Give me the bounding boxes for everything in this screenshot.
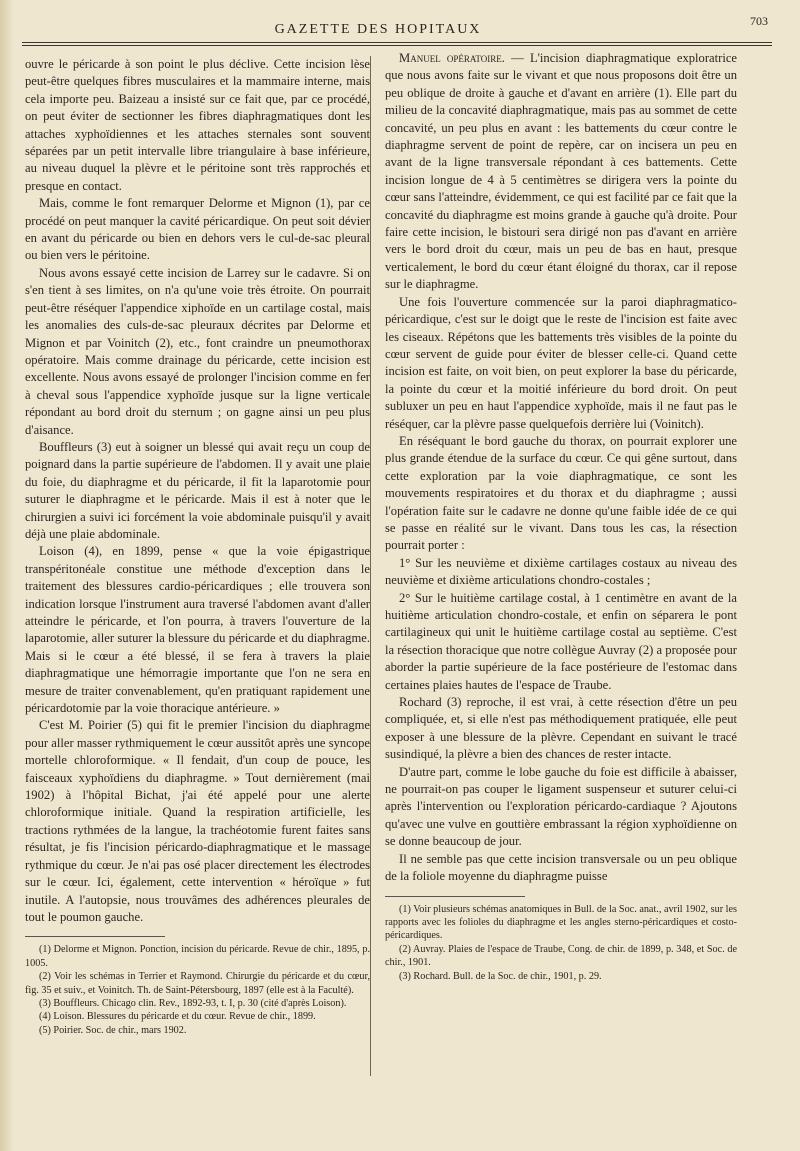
- journal-title: GAZETTE DES HOPITAUX: [274, 22, 482, 37]
- page-number: 703: [750, 14, 768, 28]
- right-paragraph-8: Il ne semble pas que cette incision transversale ou un peu oblique de la foliole moyenne du diaphragme puisse: [385, 851, 737, 884]
- right-footnote-rule: [385, 896, 525, 897]
- left-footnote-5: (5) Poirier. Soc. de chir., mars 1902.: [39, 1024, 187, 1036]
- right-paragraph-2: Une fois l'ouverture commencée sur la paroi diaphragmatico-péricardique, c'est sur le doigt que le reste de l'incision est faite avec les ciseaux. Répétons que les battements très visibles de la pointe du cœur servent de guide pour éviter de blesser celle-ci. Quand cette incision est faite, on voit bien, on peut explorer la base du péricarde, la pointe du cœur et la moitié inférieure du bord droit. On peut subluxer un peu en haut l'appendice xyphoïde, mais il ne faut pas le réséquer, car la plèvre passe quelquefois derrière lui (Voinitch).: [385, 294, 737, 431]
- left-footnote-3: (3) Bouffleurs. Chicago clin. Rev., 1892-93, t. I, p. 30 (cité d'après Loison).: [39, 997, 347, 1009]
- page-spine-shadow: [0, 0, 14, 1151]
- right-list-item-1: 1° Sur les neuvième et dixième cartilages costaux au niveau des neuvième et dixième articulations chondro-costales ;: [385, 555, 737, 588]
- right-footnote-1: (1) Voir plusieurs schémas anatomiques in Bull. de la Soc. anat., avril 1902, sur les rapports avec les folioles du diaphragme et les angles sterno-péricardiques et costo-péricardiques.: [385, 903, 737, 942]
- left-paragraph-6: C'est M. Poirier (5) qui fit le premier l'incision du diaphragme pour aller masser rythmiquement le cœur aussitôt après une syncope mortelle chloroformique. « Il fendait, d'un coup de pouce, les faisceaux xyphoïdiens du diaphragme. » Tout dernièrement (mai 1902) à l'hôpital Bichat, j'ai été appelé pour une alerte chloroformique initiale. Quand la respiration artificielle, les tractions rythmées de la langue, la trachéotomie furent faites sans résultat, je fis l'incision péricardo-diaphragmatique et le massage rythmique du cœur. Je n'ai pas osé placer directement les électrodes sur le cœur. Ici, également, cette intervention « héroïque » fut inutile. A l'autopsie, nous trouvâmes des adhérences pleurales de tout le poumon gauche.: [25, 718, 370, 924]
- left-column: [25, 56, 370, 1037]
- header-rule-thin: [22, 45, 772, 46]
- left-paragraph-3: Nous avons essayé cette incision de Larrey sur le cadavre. Si on s'en tient à ses limites, on n'a qu'une voie très étroite. On pourrait peut-être réséquer l'appendice xiphoïde en un cartilage costal, mais les anomalies des culs-de-sac pleuraux décrites par Delorme et Mignon et par Voinitch (2), etc., font craindre un pneumothorax opératoire. Mais comme drainage du péricarde, cette incision est excellente. Nous avons essayé de prolonger l'incision comme en fer à cheval sous l'appendice xyphoïde jusque sur la ligne verticale répondant au bord droit du sternum ; on gagne ainsi un peu plus d'aisance.: [25, 265, 370, 437]
- left-paragraph-5: Loison (4), en 1899, pense « que la voie épigastrique transpéritonéale constitue une méthode d'exception dans le traitement des blessures cardio-péricardiques ; elle trouvera son indication lorsque l'instrument aura traversé l'abdomen avant d'aller atteindre le péricarde, et l'on pourra, à travers l'ouverture de la laparotomie, aller suturer la blessure du péricarde et du diaphragme. Mais si le cœur a été blessé, il se fera à travers la plaie diaphragmatique une hémorragie importante que l'on ne sera en mesure de traiter convenablement, qu'en pratiquant rapidement une péricardotomie par la voie thoracique antérieure. »: [25, 544, 370, 716]
- right-paragraph-7: D'autre part, comme le lobe gauche du foie est difficile à abaisser, ne pourrait-on pas couper le ligament suspenseur et suturer celui-ci après l'intervention ou l'exploration péricardo-cardiaque ? Ajoutons qu'avec une vulve en gouttière embrassant la région xyphoïdienne on se donne beaucoup de jour.: [385, 764, 737, 849]
- left-footnote-rule: [25, 936, 165, 937]
- right-paragraph-1: [385, 50, 737, 294]
- section-label: Manuel opératoire.: [399, 51, 505, 65]
- right-footnote-2: (2) Auvray. Plaies de l'espace de Traube, Cong. de chir. de 1899, p. 348, et Soc. de chir., 1901.: [385, 943, 737, 969]
- left-paragraph-2: Mais, comme le font remarquer Delorme et Mignon (1), par ce procédé on peut manquer la cavité péricardique. On peut soit dévier en avant du péricarde ou bien en dehors vers le cul-de-sac pleural ou bien vers le péritoine.: [25, 196, 370, 263]
- left-paragraph-1: ouvre le péricarde à son point le plus déclive. Cette incision lèse peut-être quelques fibres musculaires et la mammaire interne, mais cela importe peu. Baizeau a insisté sur ce fait que, par ce procédé, on peut éviter de sectionner les fibres diaphragmatiques dont les attaches xyphoïdiennes et les attaches sternales sont souvent séparées par un petit intervalle libre triangulaire à base inférieure, au niveau duquel la plèvre et le péritoine sont très rapprochés et presque en contact.: [25, 57, 370, 193]
- left-paragraph-4: Bouffleurs (3) eut à soigner un blessé qui avait reçu un coup de poignard dans la partie supérieure de l'abdomen. Il y avait une plaie du foie, du diaphragme et du péricarde, il fit la laparotomie pour suturer le diaphragme et le péricarde. Mais il est à noter que le chirurgien a suivi ici forcément la voie abdominale puisqu'il y avait déjà une plaie abdominale.: [25, 439, 370, 541]
- right-footnote-3: (3) Rochard. Bull. de la Soc. de chir., 1901, p. 29.: [399, 970, 602, 982]
- right-list-item-2: 2° Sur le huitième cartilage costal, à 1 centimètre en avant de la huitième articulation chondro-costale, et enfin on séparera le pont cartilagineux qui unit le huitième cartilage costal au septième. C'est la résection thoracique que notre collègue Auvray (2) a proposée pour aborder la partie supérieure de la face postérieure de l'estomac dans certaines plaies hautes de l'espace de Traube.: [385, 590, 737, 692]
- page-header: [18, 10, 768, 40]
- header-rule-thick: [22, 42, 772, 43]
- left-footnote-2: (2) Voir les schémas in Terrier et Raymond. Chirurgie du péricarde et du cœur, fig. 35 et suiv., et Voinitch. Th. de Saint-Pétersbourg, 1897 (elle est à la Faculté).: [25, 971, 370, 996]
- right-paragraph-3: En réséquant le bord gauche du thorax, on pourrait explorer une plus grande étendue de la surface du cœur. Ce qui gêne surtout, dans cette exploration par la voie diaphragmatique, ce sont les mouvements respiratoires et du thorax et du diaphragme ; aussi l'opération faite sur le cadavre ne donne qu'une faible idée de ce qui se passe en réalité sur le vivant. Dans tous les cas, la résection pourrait porter :: [385, 433, 737, 553]
- column-divider: [370, 56, 371, 1076]
- right-paragraph-6: Rochard (3) reproche, il est vrai, à cette résection d'être un peu compliquée, et, si elle n'est pas méthodiquement pratiquée, elle peut exposer à une blessure de la plèvre. Cependant en suivant le tracé susindiqué, la plèvre a bien des chances de rester intacte.: [385, 695, 737, 762]
- left-footnote-4: (4) Loison. Blessures du péricarde et du cœur. Revue de chir., 1899.: [39, 1011, 316, 1023]
- right-column: [385, 50, 737, 983]
- right-paragraph-1-text: — L'incision diaphragmatique exploratrice que nous avons faite sur le vivant et que nous proposons doit être un peu oblique de droite à gauche et d'avant en arrière (1). Elle part du milieu de la concavité diaphragmatique, mais pas au sommet de cette concavité, un peu plus en avant : les battements du cœur contre le diaphragme servent de point de repère, car on incisera un peu en avant de la ligne transversale répondant à ces battements. Cette incision longue de 4 à 5 centimètres se dirigera vers la pointe du cœur sans l'atteindre, évidemment, ce qui est facilité par ce fait que la concavité du diaphragme est moins grande à gauche qu'à droite. Pour faire cette incision, le bistouri sera dirigé non pas d'avant en arrière vers le bord droit du cœur, mais un peu de bas en haut, presque verticalement, le bord du cœur étant éloigné du thorax, car il repose sur le diaphragme.: [385, 51, 738, 292]
- left-footnote-1: (1) Delorme et Mignon. Ponction, incision du péricarde. Revue de chir., 1895, p. 1005.: [25, 944, 370, 969]
